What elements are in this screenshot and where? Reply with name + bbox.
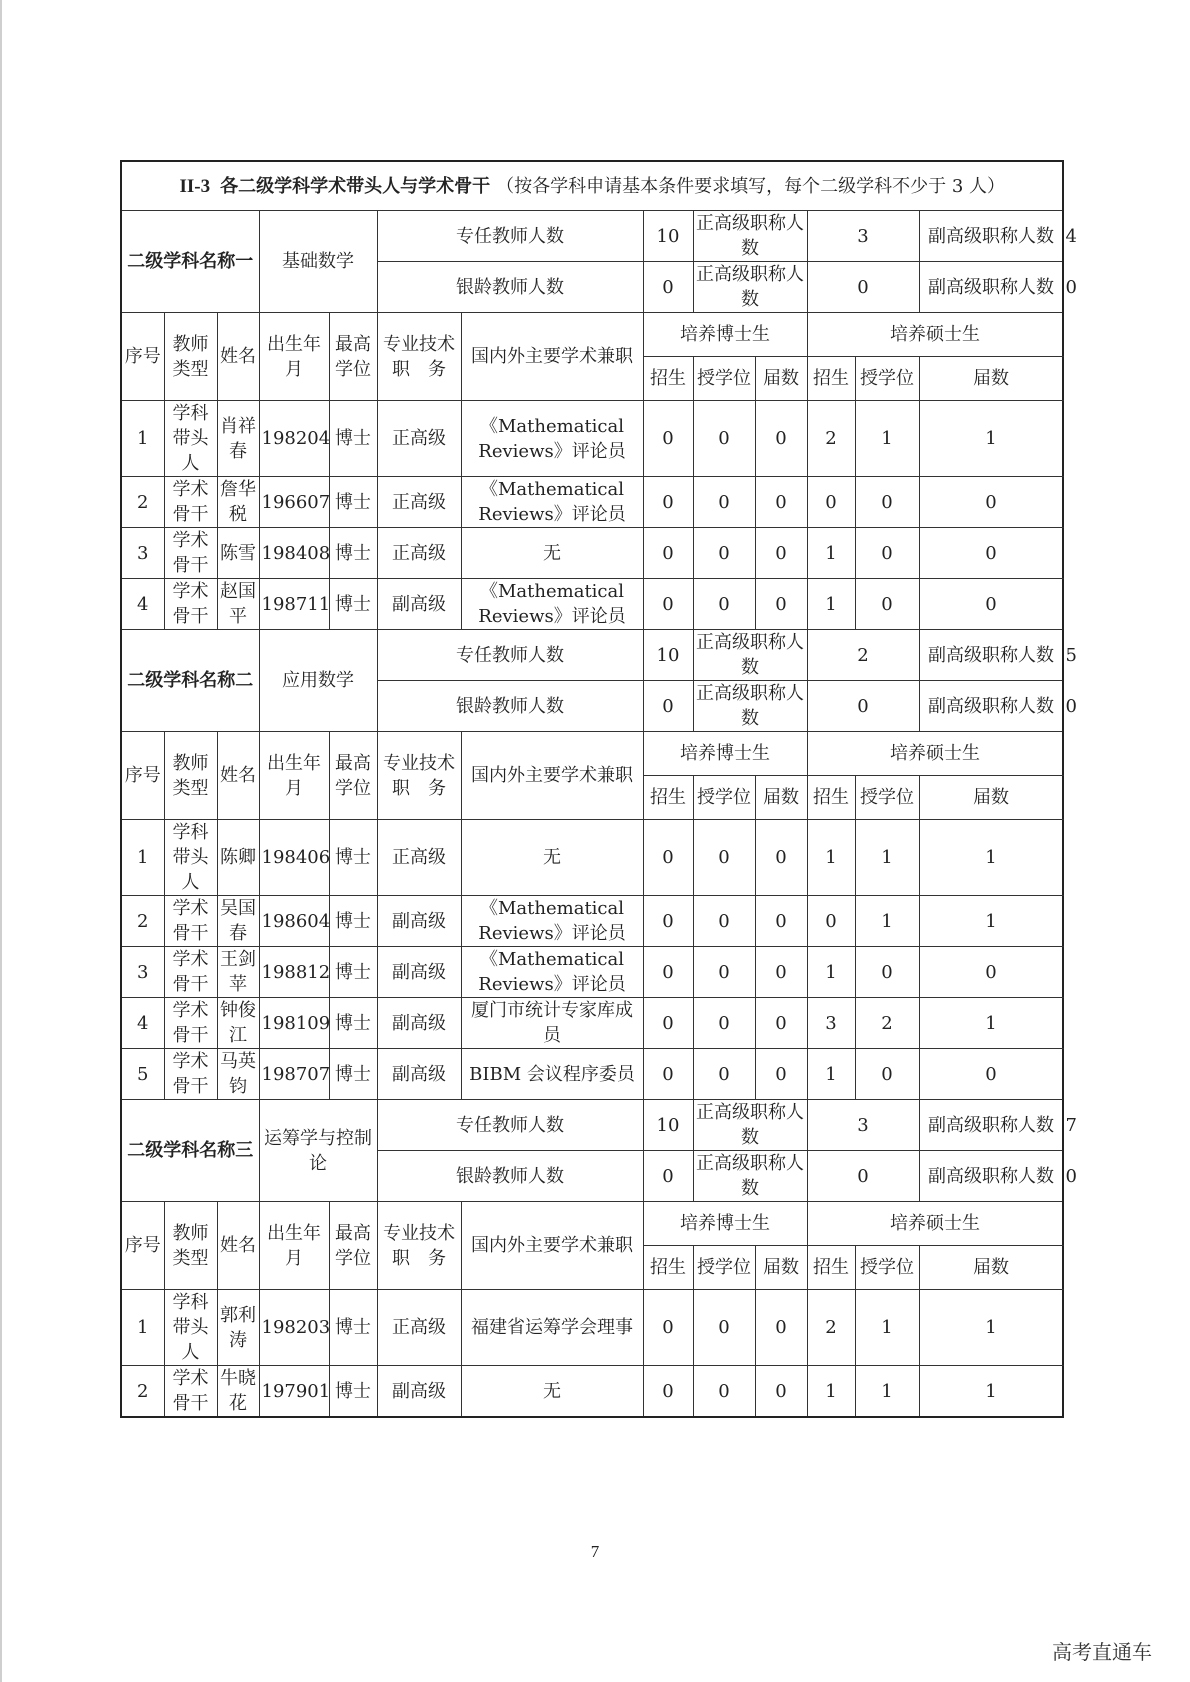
row-seq: 5 (121, 1049, 164, 1100)
row-birth: 198604 (259, 896, 329, 947)
silver-senior-label: 正高级职称人数 (693, 681, 807, 732)
row-type: 学科带头人 (164, 1290, 217, 1366)
name-header: 姓名 (217, 1202, 259, 1290)
row-master-enroll: 1 (807, 1049, 855, 1100)
row-phd-cohort: 0 (755, 820, 807, 896)
row-name: 赵国平 (217, 579, 259, 630)
master-cohort-header: 届数 (919, 1246, 1063, 1290)
discipline-name: 应用数学 (259, 630, 377, 732)
phd-enroll-header: 招生 (643, 1246, 693, 1290)
name-header: 姓名 (217, 313, 259, 401)
row-phd-grant: 0 (693, 998, 755, 1049)
master-enroll-header: 招生 (807, 776, 855, 820)
table-row (121, 579, 1063, 630)
silver-senior-count: 0 (807, 262, 919, 313)
row-master-enroll: 1 (807, 820, 855, 896)
column-header-row (121, 732, 1063, 776)
row-master-cohort: 0 (919, 477, 1063, 528)
phd-cohort-header: 届数 (755, 776, 807, 820)
row-master-enroll: 3 (807, 998, 855, 1049)
row-seq: 1 (121, 1290, 164, 1366)
table-row (121, 820, 1063, 896)
row-role: 厦门市统计专家库成员 (461, 998, 643, 1049)
row-type: 学术骨干 (164, 998, 217, 1049)
page-edge (0, 0, 2, 1682)
row-title: 副高级 (377, 579, 461, 630)
row-role: 福建省运筹学会理事 (461, 1290, 643, 1366)
row-degree: 博士 (329, 477, 377, 528)
row-role: BIBM 会议程序委员 (461, 1049, 643, 1100)
row-phd-enroll: 0 (643, 1366, 693, 1418)
row-name: 吴国春 (217, 896, 259, 947)
row-master-enroll: 0 (807, 477, 855, 528)
master-grant-header: 授学位 (855, 1246, 919, 1290)
row-phd-grant: 0 (693, 1290, 755, 1366)
row-birth: 198812 (259, 947, 329, 998)
row-birth: 198408 (259, 528, 329, 579)
row-master-cohort: 1 (919, 896, 1063, 947)
row-birth: 198204 (259, 401, 329, 477)
row-birth: 198109 (259, 998, 329, 1049)
row-title: 正高级 (377, 477, 461, 528)
row-type: 学术骨干 (164, 528, 217, 579)
silver-teacher-label: 银龄教师人数 (377, 1151, 643, 1202)
row-degree: 博士 (329, 1366, 377, 1418)
table-row (121, 528, 1063, 579)
silver-senior-label: 正高级职称人数 (693, 262, 807, 313)
senior-title-count: 3 (807, 1100, 919, 1151)
full-time-count: 10 (643, 1100, 693, 1151)
master-enroll-header: 招生 (807, 1246, 855, 1290)
discipline-name: 运筹学与控制论 (259, 1100, 377, 1202)
row-master-enroll: 1 (807, 579, 855, 630)
discipline-summary-row: 银龄教师人数 0 正高级职称人数 0 副高级职称人数 0 (121, 262, 1063, 313)
discipline-summary-row: 二级学科名称三 运筹学与控制论 专任教师人数 10 正高级职称人数 3 副高级职称人数 7 (121, 1100, 1063, 1151)
master-header: 培养硕士生 (807, 1202, 1063, 1246)
table-row (121, 401, 1063, 477)
row-seq: 3 (121, 528, 164, 579)
row-phd-grant: 0 (693, 947, 755, 998)
phd-enroll-header: 招生 (643, 776, 693, 820)
seq-header: 序号 (121, 313, 164, 401)
row-type: 学科带头人 (164, 820, 217, 896)
row-phd-enroll: 0 (643, 820, 693, 896)
row-phd-cohort: 0 (755, 1049, 807, 1100)
title-header: 专业技术职 务 (377, 732, 461, 820)
row-master-enroll: 1 (807, 528, 855, 579)
discipline-summary-row: 银龄教师人数 0 正高级职称人数 0 副高级职称人数 0 (121, 681, 1063, 732)
row-name: 郭利涛 (217, 1290, 259, 1366)
row-phd-enroll: 0 (643, 896, 693, 947)
row-degree: 博士 (329, 947, 377, 998)
row-birth: 198203 (259, 1290, 329, 1366)
silver-teacher-label: 银龄教师人数 (377, 262, 643, 313)
row-title: 副高级 (377, 947, 461, 998)
row-phd-enroll: 0 (643, 1290, 693, 1366)
degree-header: 最高学位 (329, 313, 377, 401)
row-master-grant: 1 (855, 820, 919, 896)
row-seq: 1 (121, 820, 164, 896)
full-time-count: 10 (643, 211, 693, 262)
row-phd-grant: 0 (693, 1366, 755, 1418)
row-phd-cohort: 0 (755, 896, 807, 947)
row-role: 无 (461, 820, 643, 896)
discipline-summary-row: 二级学科名称二 应用数学 专任教师人数 10 正高级职称人数 2 副高级职称人数 5 (121, 630, 1063, 681)
row-role: 《Mathematical Reviews》评论员 (461, 896, 643, 947)
silver-senior-count: 0 (807, 1151, 919, 1202)
row-phd-cohort: 0 (755, 477, 807, 528)
row-phd-enroll: 0 (643, 528, 693, 579)
row-degree: 博士 (329, 1290, 377, 1366)
section-note: （按各学科申请基本条件要求填写，每个二级学科不少于 3 人） (496, 175, 1006, 197)
column-header-row (121, 1202, 1063, 1246)
row-seq: 4 (121, 998, 164, 1049)
row-role: 《Mathematical Reviews》评论员 (461, 401, 643, 477)
row-name: 钟俊江 (217, 998, 259, 1049)
row-type: 学术骨干 (164, 947, 217, 998)
phd-header: 培养博士生 (643, 313, 807, 357)
row-phd-enroll: 0 (643, 947, 693, 998)
section-heading (121, 161, 1063, 211)
row-phd-enroll: 0 (643, 998, 693, 1049)
row-master-enroll: 0 (807, 896, 855, 947)
row-phd-cohort: 0 (755, 1290, 807, 1366)
row-phd-grant: 0 (693, 579, 755, 630)
birth-header: 出生年月 (259, 1202, 329, 1290)
discipline-label: 二级学科名称二 (121, 630, 259, 732)
phd-header: 培养博士生 (643, 732, 807, 776)
discipline-summary-row: 银龄教师人数 0 正高级职称人数 0 副高级职称人数 0 (121, 1151, 1063, 1202)
row-master-grant: 2 (855, 998, 919, 1049)
master-cohort-header: 届数 (919, 776, 1063, 820)
row-type: 学术骨干 (164, 477, 217, 528)
section-title: 各二级学科学术带头人与学术骨干 (220, 175, 491, 197)
row-master-cohort: 0 (919, 1049, 1063, 1100)
discipline-label: 二级学科名称一 (121, 211, 259, 313)
table-row (121, 1049, 1063, 1100)
master-enroll-header: 招生 (807, 357, 855, 401)
row-type: 学术骨干 (164, 1049, 217, 1100)
row-name: 王剑苹 (217, 947, 259, 998)
row-title: 副高级 (377, 998, 461, 1049)
phd-grant-header: 授学位 (693, 1246, 755, 1290)
row-type: 学术骨干 (164, 579, 217, 630)
row-phd-cohort: 0 (755, 1366, 807, 1418)
row-degree: 博士 (329, 579, 377, 630)
row-role: 无 (461, 528, 643, 579)
phd-enroll-header: 招生 (643, 357, 693, 401)
row-master-cohort: 1 (919, 820, 1063, 896)
silver-teacher-label: 银龄教师人数 (377, 681, 643, 732)
senior-title-count: 2 (807, 630, 919, 681)
silver-associate-label: 副高级职称人数 (919, 681, 1063, 732)
row-role: 《Mathematical Reviews》评论员 (461, 947, 643, 998)
row-master-enroll: 2 (807, 1290, 855, 1366)
table-row (121, 1366, 1063, 1418)
senior-title-label: 正高级职称人数 (693, 630, 807, 681)
row-phd-grant: 0 (693, 477, 755, 528)
row-master-cohort: 0 (919, 528, 1063, 579)
row-master-grant: 0 (855, 1049, 919, 1100)
type-header: 教师类型 (164, 1202, 217, 1290)
row-seq: 3 (121, 947, 164, 998)
row-phd-grant: 0 (693, 528, 755, 579)
row-phd-cohort: 0 (755, 947, 807, 998)
row-title: 正高级 (377, 1290, 461, 1366)
seq-header: 序号 (121, 732, 164, 820)
row-title: 正高级 (377, 401, 461, 477)
section-heading-row (121, 161, 1063, 211)
row-type: 学科带头人 (164, 401, 217, 477)
row-title: 正高级 (377, 528, 461, 579)
full-time-label: 专任教师人数 (377, 1100, 643, 1151)
row-master-grant: 0 (855, 947, 919, 998)
row-master-grant: 1 (855, 401, 919, 477)
row-birth: 198406 (259, 820, 329, 896)
role-header: 国内外主要学术兼职 (461, 1202, 643, 1290)
silver-teacher-count: 0 (643, 262, 693, 313)
row-phd-cohort: 0 (755, 579, 807, 630)
role-header: 国内外主要学术兼职 (461, 732, 643, 820)
row-master-grant: 0 (855, 579, 919, 630)
master-header: 培养硕士生 (807, 732, 1063, 776)
row-master-cohort: 1 (919, 401, 1063, 477)
row-phd-enroll: 0 (643, 401, 693, 477)
type-header: 教师类型 (164, 313, 217, 401)
row-phd-grant: 0 (693, 401, 755, 477)
discipline-staff-table (120, 160, 1077, 1418)
discipline-summary-row: 二级学科名称一 基础数学 专任教师人数 10 正高级职称人数 3 副高级职称人数 4 (121, 211, 1063, 262)
row-birth: 196607 (259, 477, 329, 528)
row-role: 无 (461, 1366, 643, 1418)
row-title: 正高级 (377, 820, 461, 896)
role-header: 国内外主要学术兼职 (461, 313, 643, 401)
row-name: 马英钧 (217, 1049, 259, 1100)
row-name: 陈卿 (217, 820, 259, 896)
row-master-grant: 1 (855, 896, 919, 947)
row-phd-cohort: 0 (755, 998, 807, 1049)
senior-title-label: 正高级职称人数 (693, 1100, 807, 1151)
row-degree: 博士 (329, 528, 377, 579)
silver-senior-label: 正高级职称人数 (693, 1151, 807, 1202)
row-degree: 博士 (329, 896, 377, 947)
master-grant-header: 授学位 (855, 357, 919, 401)
row-seq: 2 (121, 1366, 164, 1418)
row-birth: 197901 (259, 1366, 329, 1418)
associate-title-label: 副高级职称人数 (919, 211, 1063, 262)
row-phd-enroll: 0 (643, 579, 693, 630)
row-master-enroll: 2 (807, 401, 855, 477)
row-master-cohort: 1 (919, 998, 1063, 1049)
senior-title-count: 3 (807, 211, 919, 262)
seq-header: 序号 (121, 1202, 164, 1290)
form-section-ii-3 (120, 160, 1077, 1418)
row-master-enroll: 1 (807, 947, 855, 998)
full-time-label: 专任教师人数 (377, 211, 643, 262)
silver-associate-label: 副高级职称人数 (919, 262, 1063, 313)
section-number: II-3 (179, 175, 211, 197)
full-time-count: 10 (643, 630, 693, 681)
phd-grant-header: 授学位 (693, 776, 755, 820)
master-cohort-header: 届数 (919, 357, 1063, 401)
row-master-grant: 0 (855, 477, 919, 528)
table-row (121, 998, 1063, 1049)
row-type: 学术骨干 (164, 896, 217, 947)
silver-associate-label: 副高级职称人数 (919, 1151, 1063, 1202)
row-title: 副高级 (377, 1049, 461, 1100)
table-row (121, 947, 1063, 998)
row-master-cohort: 1 (919, 1366, 1063, 1418)
row-title: 副高级 (377, 896, 461, 947)
row-seq: 4 (121, 579, 164, 630)
row-phd-enroll: 0 (643, 477, 693, 528)
row-phd-cohort: 0 (755, 401, 807, 477)
watermark-text: 高考直通车 (1052, 1640, 1152, 1664)
type-header: 教师类型 (164, 732, 217, 820)
row-phd-grant: 0 (693, 1049, 755, 1100)
row-phd-grant: 0 (693, 896, 755, 947)
row-name: 牛晓花 (217, 1366, 259, 1418)
table-row (121, 477, 1063, 528)
row-seq: 2 (121, 477, 164, 528)
discipline-label: 二级学科名称三 (121, 1100, 259, 1202)
birth-header: 出生年月 (259, 313, 329, 401)
master-grant-header: 授学位 (855, 776, 919, 820)
phd-header: 培养博士生 (643, 1202, 807, 1246)
row-title: 副高级 (377, 1366, 461, 1418)
table-row (121, 896, 1063, 947)
row-phd-grant: 0 (693, 820, 755, 896)
row-master-enroll: 1 (807, 1366, 855, 1418)
row-role: 《Mathematical Reviews》评论员 (461, 579, 643, 630)
row-name: 陈雪 (217, 528, 259, 579)
row-degree: 博士 (329, 820, 377, 896)
birth-header: 出生年月 (259, 732, 329, 820)
row-degree: 博士 (329, 998, 377, 1049)
row-degree: 博士 (329, 401, 377, 477)
row-phd-enroll: 0 (643, 1049, 693, 1100)
row-degree: 博士 (329, 1049, 377, 1100)
row-type: 学术骨干 (164, 1366, 217, 1418)
associate-title-label: 副高级职称人数 (919, 1100, 1063, 1151)
phd-cohort-header: 届数 (755, 1246, 807, 1290)
name-header: 姓名 (217, 732, 259, 820)
table-row (121, 1290, 1063, 1366)
master-header: 培养硕士生 (807, 313, 1063, 357)
row-role: 《Mathematical Reviews》评论员 (461, 477, 643, 528)
page-number: 7 (590, 1542, 600, 1561)
row-birth: 198711 (259, 579, 329, 630)
row-master-cohort: 0 (919, 947, 1063, 998)
senior-title-label: 正高级职称人数 (693, 211, 807, 262)
column-header-row (121, 313, 1063, 357)
row-name: 詹华税 (217, 477, 259, 528)
phd-grant-header: 授学位 (693, 357, 755, 401)
phd-cohort-header: 届数 (755, 357, 807, 401)
title-header: 专业技术职 务 (377, 313, 461, 401)
row-seq: 1 (121, 401, 164, 477)
discipline-name: 基础数学 (259, 211, 377, 313)
row-master-cohort: 1 (919, 1290, 1063, 1366)
silver-teacher-count: 0 (643, 1151, 693, 1202)
associate-title-label: 副高级职称人数 (919, 630, 1063, 681)
title-header: 专业技术职 务 (377, 1202, 461, 1290)
silver-teacher-count: 0 (643, 681, 693, 732)
row-master-grant: 1 (855, 1290, 919, 1366)
row-name: 肖祥春 (217, 401, 259, 477)
degree-header: 最高学位 (329, 1202, 377, 1290)
degree-header: 最高学位 (329, 732, 377, 820)
row-master-cohort: 0 (919, 579, 1063, 630)
row-master-grant: 0 (855, 528, 919, 579)
row-seq: 2 (121, 896, 164, 947)
row-phd-cohort: 0 (755, 528, 807, 579)
row-master-grant: 1 (855, 1366, 919, 1418)
row-birth: 198707 (259, 1049, 329, 1100)
silver-senior-count: 0 (807, 681, 919, 732)
full-time-label: 专任教师人数 (377, 630, 643, 681)
